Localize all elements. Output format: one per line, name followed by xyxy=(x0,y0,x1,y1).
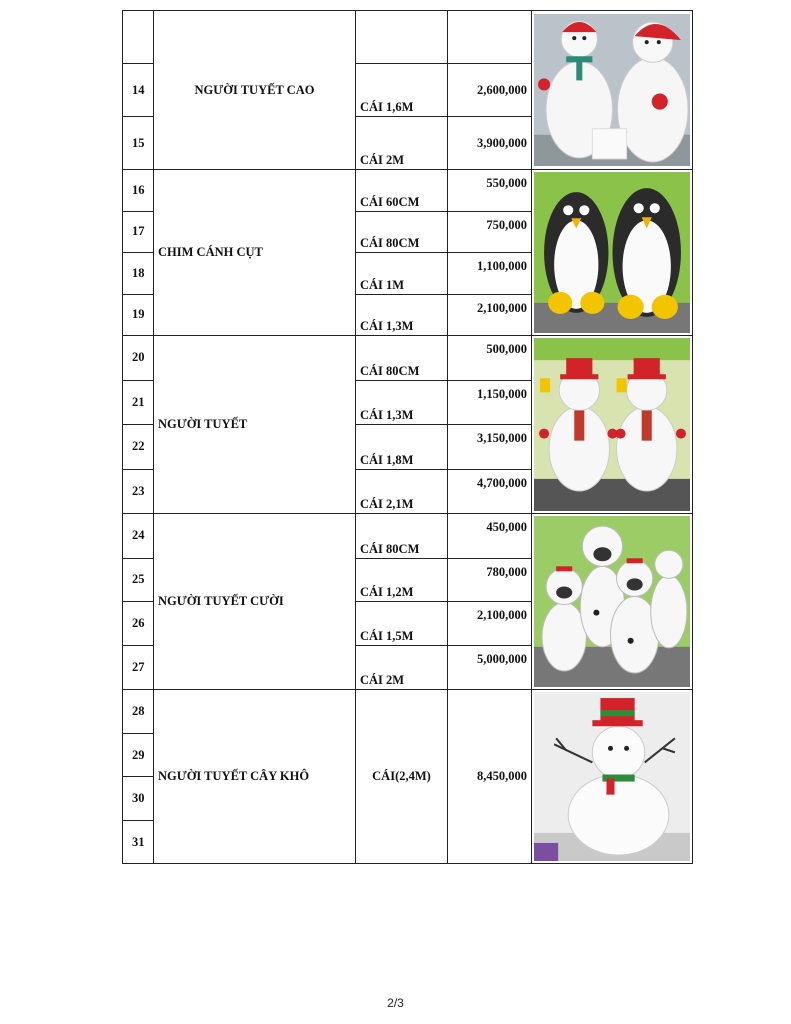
row-number xyxy=(123,11,154,64)
product-image xyxy=(532,336,693,514)
row-number: 28 xyxy=(123,690,154,734)
price-cell: 8,450,000 xyxy=(448,690,532,864)
unit-cell: CÁI 1,3M xyxy=(356,294,448,336)
table-row xyxy=(123,11,693,64)
row-number: 25 xyxy=(123,558,154,602)
row-number: 16 xyxy=(123,170,154,212)
row-number: 20 xyxy=(123,336,154,381)
row-number: 17 xyxy=(123,211,154,253)
price-cell: 3,900,000 xyxy=(448,117,532,170)
price-cell: 1,100,000 xyxy=(448,253,532,295)
row-number: 22 xyxy=(123,425,154,470)
unit-cell: CÁI 1,3M xyxy=(356,380,448,425)
price-cell: 450,000 xyxy=(448,514,532,559)
row-number: 23 xyxy=(123,469,154,514)
product-image xyxy=(532,690,693,864)
price-cell: 4,700,000 xyxy=(448,469,532,514)
unit-cell: CÁI 80CM xyxy=(356,514,448,559)
row-number: 15 xyxy=(123,117,154,170)
row-number: 19 xyxy=(123,294,154,336)
table-row xyxy=(123,690,693,734)
price-cell: 2,100,000 xyxy=(448,602,532,646)
unit-cell: CÁI 1,6M xyxy=(356,64,448,117)
unit-cell: CÁI(2,4M) xyxy=(356,690,448,864)
product-image xyxy=(532,514,693,690)
row-number: 31 xyxy=(123,820,154,864)
row-number: 26 xyxy=(123,602,154,646)
unit-cell: CÁI 2,1M xyxy=(356,469,448,514)
row-number: 18 xyxy=(123,253,154,295)
page-number: 2/3 xyxy=(387,996,404,1010)
unit-cell xyxy=(356,11,448,64)
price-cell xyxy=(448,11,532,64)
row-number: 29 xyxy=(123,733,154,777)
table-row xyxy=(123,336,693,381)
branch-snowman-photo-icon xyxy=(534,692,690,861)
row-number: 24 xyxy=(123,514,154,559)
price-table xyxy=(122,10,693,864)
price-cell: 2,100,000 xyxy=(448,294,532,336)
unit-cell: CÁI 1M xyxy=(356,253,448,295)
product-name: NGƯỜI TUYẾT CƯỜI xyxy=(154,514,356,690)
product-name: NGƯỜI TUYẾT CAO xyxy=(154,11,356,170)
price-cell: 1,150,000 xyxy=(448,380,532,425)
unit-cell: CÁI 2M xyxy=(356,117,448,170)
product-name: NGƯỜI TUYẾT CÂY KHÔ xyxy=(154,690,356,864)
price-cell: 500,000 xyxy=(448,336,532,381)
row-number: 27 xyxy=(123,645,154,690)
product-image xyxy=(532,170,693,336)
unit-cell: CÁI 1,8M xyxy=(356,425,448,470)
row-number: 30 xyxy=(123,777,154,821)
unit-cell: CÁI 1,5M xyxy=(356,602,448,646)
product-image xyxy=(532,11,693,170)
table-row xyxy=(123,170,693,212)
product-name: NGƯỜI TUYẾT xyxy=(154,336,356,514)
row-number: 21 xyxy=(123,380,154,425)
price-cell: 2,600,000 xyxy=(448,64,532,117)
snowman-pair-photo-icon xyxy=(534,14,690,167)
price-cell: 550,000 xyxy=(448,170,532,212)
price-cell: 780,000 xyxy=(448,558,532,602)
product-name: CHIM CÁNH CỤT xyxy=(154,170,356,336)
price-cell: 750,000 xyxy=(448,211,532,253)
snowman-hat-photo-icon xyxy=(534,338,690,511)
row-number: 14 xyxy=(123,64,154,117)
unit-cell: CÁI 1,2M xyxy=(356,558,448,602)
table-row xyxy=(123,514,693,559)
unit-cell: CÁI 80CM xyxy=(356,211,448,253)
laughing-snowman-photo-icon xyxy=(534,516,690,687)
penguin-photo-icon xyxy=(534,172,690,333)
price-cell: 5,000,000 xyxy=(448,645,532,690)
unit-cell: CÁI 80CM xyxy=(356,336,448,381)
price-cell: 3,150,000 xyxy=(448,425,532,470)
unit-cell: CÁI 60CM xyxy=(356,170,448,212)
unit-cell: CÁI 2M xyxy=(356,645,448,690)
